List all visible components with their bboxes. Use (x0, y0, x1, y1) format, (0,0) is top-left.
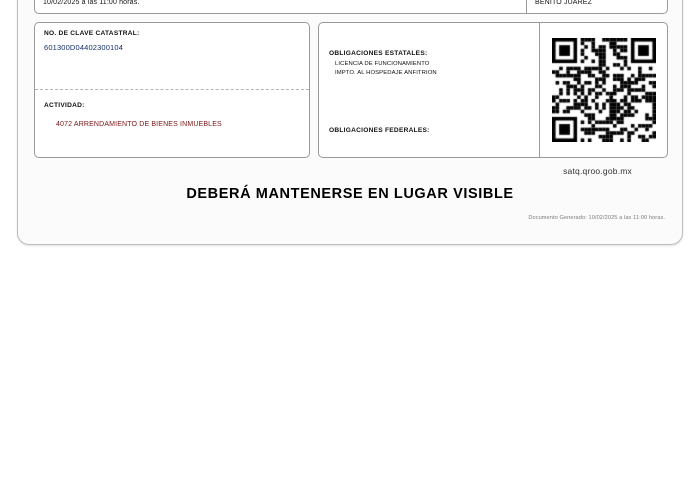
obligaciones-federales-section (319, 126, 525, 135)
actividad-label: ACTIVIDAD: (44, 102, 85, 109)
certificate-card (17, 0, 683, 245)
actividad-section (35, 91, 309, 157)
list-item: IMPTO. AL HOSPEDAJE ANFITRION (335, 69, 437, 76)
clave-actividad-box (34, 22, 310, 158)
qr-code-pane (539, 23, 667, 157)
clave-catastral-value: 601300D04402300104 (44, 43, 124, 52)
page-title: DEBERÁ MANTENERSE EN LUGAR VISIBLE (186, 186, 514, 202)
obligaciones-federales-label: OBLIGACIONES FEDERALES: (329, 127, 430, 134)
list-item: LICENCIA DE FUNCIONAMIENTO (335, 61, 430, 67)
fecha-generacion-cell (35, 0, 527, 13)
municipio-cell (527, 0, 667, 13)
obligaciones-box (318, 22, 668, 158)
fecha-generacion-value: 10/02/2025 a las 11:00 horas. (43, 0, 140, 6)
clave-catastral-label: NO. DE CLAVE CATASTRAL: (44, 30, 140, 37)
clave-catastral-section (35, 23, 309, 90)
obligaciones-estatales-label: OBLIGACIONES ESTATALES: (329, 50, 428, 57)
generation-note: Documento Generado: 10/02/2025 a las 11:00 horas. (528, 215, 665, 221)
municipio-value: BENITO JUAREZ (535, 0, 593, 6)
obligaciones-estatales-section (319, 49, 525, 77)
qr-code (552, 38, 656, 142)
site-url: satq.qroo.gob.mx (563, 166, 632, 176)
obligaciones-estatales-list (329, 60, 515, 77)
actividad-value: 4072 ARRENDAMIENTO DE BIENES INMUEBLES (56, 121, 222, 128)
fecha-municipio-row (34, 0, 668, 14)
